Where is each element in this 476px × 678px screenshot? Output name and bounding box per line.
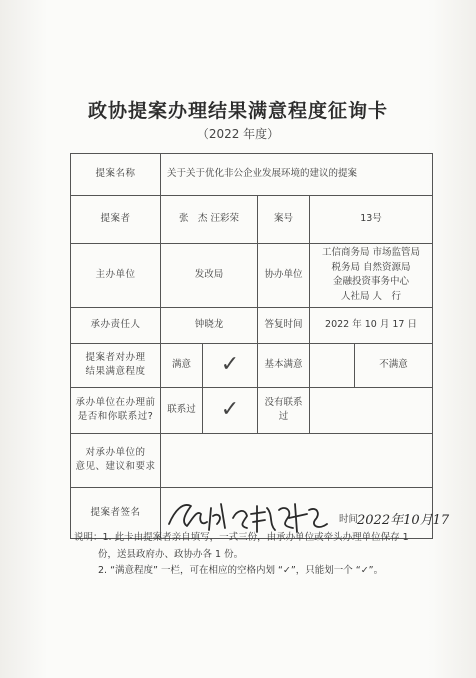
case-no-value: 13号 [310,196,433,244]
not-contacted-option: 没有联系过 [258,387,310,433]
assist-unit-value [310,244,433,308]
row-proposal-name [71,154,433,196]
signature-time-label: 时间 [339,513,359,525]
opinion-label-line: 意见、建议和要求 [75,461,156,473]
case-no-label: 案号 [258,196,310,244]
row-units [71,244,433,308]
proposer-label: 提案者 [71,196,161,244]
contacted-check-mark: ✓ [203,387,258,433]
document-title: 政协提案办理结果满意程度征询卡 [87,100,388,122]
satisfied-check-mark: ✓ [203,343,258,387]
satisfied-option: 满意 [161,343,203,387]
contacted-option: 联系过 [161,387,203,433]
proposal-name-label: 提案名称 [71,154,161,196]
document-year: （2022 年度） [196,127,280,141]
satisfaction-label-line: 结果满意程度 [85,366,146,378]
proposer-value: 张 杰 汪彩荣 [161,196,258,244]
lead-unit-label: 主办单位 [71,244,161,308]
assist-unit-line: 工信商务局 市场监管局 [321,247,421,258]
note-line: 2. “满意程度” 一栏，可在相应的空格内划 “✓”，只能划一个 “✓”。 [98,565,384,577]
responsible-value: 钟晓龙 [161,307,258,343]
assist-unit-label: 协办单位 [258,244,310,308]
assist-unit-line: 金融投资事务中心 [333,276,410,288]
instructions-note [74,530,454,580]
contacted-label-line: 承办单位在办理前 [75,396,156,408]
opinion-value [161,433,433,487]
contacted-label-line: 是否和你联系过? [77,411,154,423]
satisfaction-label-line: 提案者对办理 [85,351,146,363]
note-line: 说明：1. 此卡由提案者亲自填写，一式三份，由承办单位或牵头办理单位保存 1 [74,532,409,543]
not-contacted-box [310,387,433,433]
reply-time-label: 答复时间 [258,307,310,343]
row-proposer [71,196,433,244]
satisfaction-label [71,343,161,387]
opinion-label [71,433,161,487]
inquiry-card-table [70,153,450,539]
responsible-label: 承办责任人 [71,307,161,343]
proposal-name-value: 关于关于优化非公企业发展环境的建议的提案 [161,154,433,196]
contacted-label [71,387,161,433]
signature-date: 2022年10月17 [357,512,450,528]
assist-unit-line: 税务局 自然资源局 [331,261,411,273]
row-responsible [71,307,433,343]
basic-satisfied-option: 基本满意 [258,343,310,387]
row-opinion [71,433,433,487]
reply-time-value: 2022 年 10 月 17 日 [310,307,433,343]
row-satisfaction [71,343,433,387]
opinion-label-line: 对承办单位的 [85,446,146,458]
not-satisfied-option: 不满意 [355,343,433,387]
row-contacted [71,387,433,433]
assist-unit-line: 人社局 人 行 [340,291,402,303]
lead-unit-value: 发改局 [161,244,258,308]
signature-label: 提案者签名 [71,487,161,538]
basic-satisfied-box [310,343,355,387]
note-line: 份，送县政府办、政协办各 1 份。 [98,548,244,560]
